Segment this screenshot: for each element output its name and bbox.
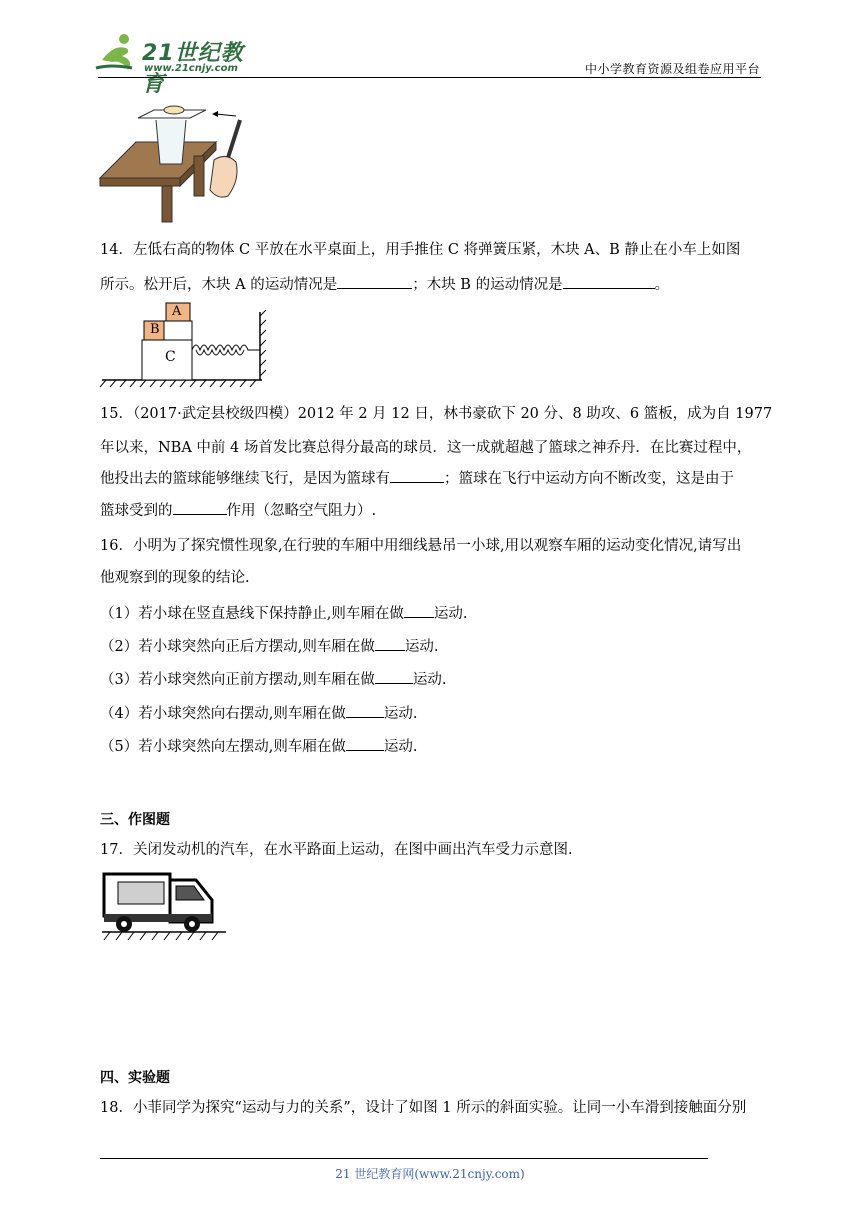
q16-item-3-blank[interactable] bbox=[375, 669, 413, 684]
q16-item-1 bbox=[100, 603, 770, 624]
q14-line-2-part-c: 。 bbox=[654, 277, 670, 293]
q16-item-1-suffix: 运动. bbox=[433, 606, 468, 622]
q16-item-5-text: （5）若小球突然向左摆动,则车厢在做 bbox=[100, 739, 346, 755]
q16-item-4 bbox=[100, 703, 770, 724]
q15-line-2: 年以来，NBA 中前 4 场首发比赛总得分最高的球员．这一成就超越了篮球之神乔丹．在比赛过程中， bbox=[100, 440, 752, 456]
section-4-title: 四、实验题 bbox=[100, 1070, 170, 1086]
q15-line-3-part-a: 他投出去的篮球能够继续飞行，是因为篮球有 bbox=[100, 471, 390, 487]
block-b-label: B bbox=[150, 322, 160, 337]
q16-item-5-blank[interactable] bbox=[346, 736, 384, 751]
q16-item-4-blank[interactable] bbox=[346, 703, 384, 718]
blocks-spring-figure bbox=[100, 300, 270, 390]
q16-item-4-text: （4）若小球突然向右摆动,则车厢在做 bbox=[100, 706, 346, 722]
truck-figure bbox=[100, 866, 230, 946]
q16-item-1-text: （1）若小球在竖直悬线下保持静止,则车厢在做 bbox=[100, 606, 404, 622]
q14-line-1: 14．左低右高的物体 C 平放在水平桌面上，用手推住 C 将弹簧压紧，木块 A、B 静止在小车上如图 bbox=[100, 242, 741, 258]
q14-line-2 bbox=[100, 274, 770, 295]
q14-line-2-part-b: ；木块 B 的运动情况是 bbox=[412, 277, 563, 293]
q16-item-5 bbox=[100, 736, 770, 757]
q16-item-3-text: （3）若小球突然向正前方摆动,则车厢在做 bbox=[100, 672, 375, 688]
q15-blank-a[interactable] bbox=[390, 468, 444, 483]
q16-item-3-suffix: 运动. bbox=[412, 672, 447, 688]
q18-line-1: 18．小菲同学为探究“运动与力的关系”，设计了如图 1 所示的斜面实验。让同一小车滑到接触面分别 bbox=[100, 1100, 747, 1116]
q17-line-1: 17．关闭发动机的汽车，在水平路面上运动，在图中画出汽车受力示意图. bbox=[100, 842, 573, 858]
q15-line-4 bbox=[100, 500, 770, 521]
q16-item-2 bbox=[100, 636, 770, 657]
table-cup-figure bbox=[98, 100, 248, 225]
q16-item-1-blank[interactable] bbox=[404, 603, 434, 618]
q16-line-2: 他观察到的现象的结论. bbox=[100, 570, 250, 586]
q15-line-4-part-a: 篮球受到的 bbox=[100, 503, 173, 519]
q15-blank-b[interactable] bbox=[173, 500, 227, 515]
q15-line-3-part-b: ；篮球在飞行中运动方向不断改变，这是由于 bbox=[444, 471, 734, 487]
q16-item-5-suffix: 运动. bbox=[383, 739, 418, 755]
q16-item-2-suffix: 运动. bbox=[404, 639, 439, 655]
logo-url: www.21cnjy.com bbox=[144, 63, 238, 74]
q16-item-2-blank[interactable] bbox=[375, 636, 405, 651]
q16-line-1: 16．小明为了探究惯性现象,在行驶的车厢中用细线悬吊一小球,用以观察车厢的运动变化情况,请写出 bbox=[100, 538, 742, 554]
footer-divider bbox=[100, 1158, 708, 1159]
header-platform-text: 中小学教育资源及组卷应用平台 bbox=[584, 62, 760, 76]
footer-link[interactable]: 21 世纪教育网(www.21cnjy.com) bbox=[335, 1167, 525, 1181]
header-divider bbox=[98, 77, 761, 78]
section-3-title: 三、作图题 bbox=[100, 812, 170, 828]
q16-item-4-suffix: 运动. bbox=[383, 706, 418, 722]
q15-line-1: 15．（2017·武定县校级四模）2012 年 2 月 12 日，林书豪砍下 20 分、8 助攻、6 篮板，成为自 1977 bbox=[100, 406, 773, 422]
block-c-label: C bbox=[165, 349, 176, 365]
q16-item-2-text: （2）若小球突然向正后方摆动,则车厢在做 bbox=[100, 639, 375, 655]
q14-blank-b[interactable] bbox=[563, 274, 655, 289]
q16-item-3 bbox=[100, 669, 770, 690]
site-logo bbox=[92, 30, 262, 97]
q15-line-4-part-b: 作用（忽略空气阻力）. bbox=[226, 503, 377, 519]
q14-line-2-part-a: 所示。松开后，木块 A 的运动情况是 bbox=[100, 277, 338, 293]
logo-text: 21世纪教育 bbox=[142, 41, 244, 97]
q15-line-3 bbox=[100, 468, 770, 489]
q14-blank-a[interactable] bbox=[337, 274, 412, 289]
block-a-label: A bbox=[172, 304, 182, 319]
